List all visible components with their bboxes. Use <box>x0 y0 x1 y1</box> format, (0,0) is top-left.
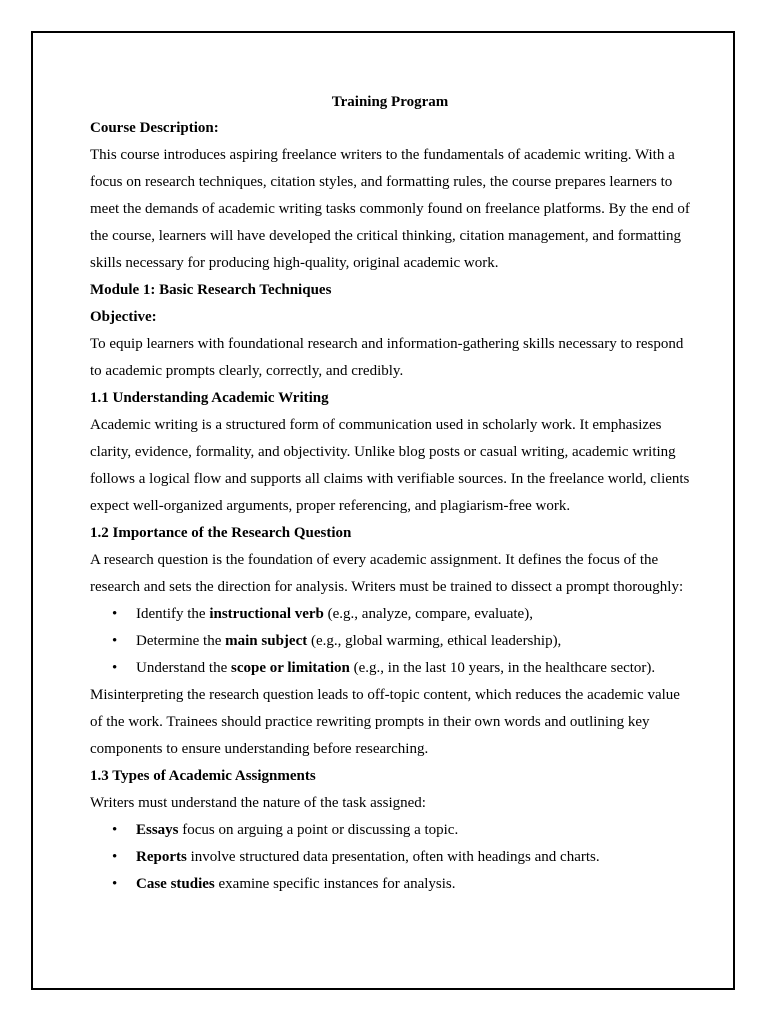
bullet-icon: • <box>112 606 118 622</box>
list-item-bold: instructional verb <box>209 606 324 622</box>
section-1-3-bullet-list <box>90 817 690 898</box>
section-1-2-heading: 1.2 Importance of the Research Question <box>90 525 352 541</box>
objective-heading: Objective: <box>90 309 157 325</box>
list-item-rest: (e.g., in the last 10 years, in the healthcare sector). <box>349 660 656 676</box>
bullet-icon: • <box>112 822 118 838</box>
course-description-text: This course introduces aspiring freelance writers to the fundamentals of academic writing. With a focus on research techniques, citation styles, and formatting rules, the course prepares learners to meet the demands of academic writing tasks commonly found on freelance platforms. By the end of the course, learners will have developed the critical thinking, citation management, and formatting skills necessary for producing high-quality, original academic work. <box>90 147 690 271</box>
document-body <box>90 90 690 898</box>
list-item-rest: involve structured data presentation, often with headings and charts. <box>186 849 600 865</box>
list-item-bold: Essays <box>136 822 179 838</box>
list-item <box>112 871 690 898</box>
course-description-heading: Course Description: <box>90 120 219 136</box>
list-item-rest: (e.g., global warming, ethical leadership), <box>307 633 562 649</box>
list-item <box>112 655 690 682</box>
list-item-rest: (e.g., analyze, compare, evaluate), <box>323 606 533 622</box>
bullet-icon: • <box>112 633 118 649</box>
list-item <box>112 628 690 655</box>
list-item <box>112 601 690 628</box>
bullet-icon: • <box>112 849 118 865</box>
list-item-bold: main subject <box>225 633 308 649</box>
section-1-2-intro: A research question is the foundation of every academic assignment. It defines the focus of the research and sets the direction for analysis. Writers must be trained to dissect a prompt thoroughly: <box>90 552 684 595</box>
section-1-1-heading: 1.1 Understanding Academic Writing <box>90 390 329 406</box>
list-item-rest: examine specific instances for analysis. <box>214 876 456 892</box>
list-item-rest: focus on arguing a point or discussing a topic. <box>178 822 459 838</box>
list-item-lead: Understand the <box>136 660 231 676</box>
list-item-bold: scope or limitation <box>230 660 350 676</box>
module-1-heading: Module 1: Basic Research Techniques <box>90 282 332 298</box>
section-1-1-text: Academic writing is a structured form of communication used in scholarly work. It emphasizes clarity, evidence, formality, and objectivity. Unlike blog posts or casual writing, academic writing follows a logical flow and supports all claims with verifiable sources. In the freelance world, clients expect well-organized arguments, proper referencing, and plagiarism-free work. <box>90 417 690 514</box>
list-item-bold: Case studies <box>136 876 215 892</box>
document-title: Training Program <box>331 94 449 110</box>
list-item-bold: Reports <box>136 849 187 865</box>
bullet-icon: • <box>112 876 118 892</box>
list-item <box>112 844 690 871</box>
list-item-lead: Identify the <box>136 606 210 622</box>
list-item-lead: Determine the <box>136 633 226 649</box>
section-1-2-bullet-list <box>90 601 690 682</box>
list-item <box>112 817 690 844</box>
objective-text: To equip learners with foundational research and information-gathering skills necessary to respond to academic prompts clearly, correctly, and credibly. <box>90 336 684 379</box>
section-1-2-outro: Misinterpreting the research question leads to off-topic content, which reduces the academic value of the work. Trainees should practice rewriting prompts in their own words and outlining key components to ensure understanding before researching. <box>90 687 680 757</box>
section-1-3-intro: Writers must understand the nature of the task assigned: <box>90 795 426 811</box>
bullet-icon: • <box>112 660 118 676</box>
section-1-3-heading: 1.3 Types of Academic Assignments <box>90 768 316 784</box>
